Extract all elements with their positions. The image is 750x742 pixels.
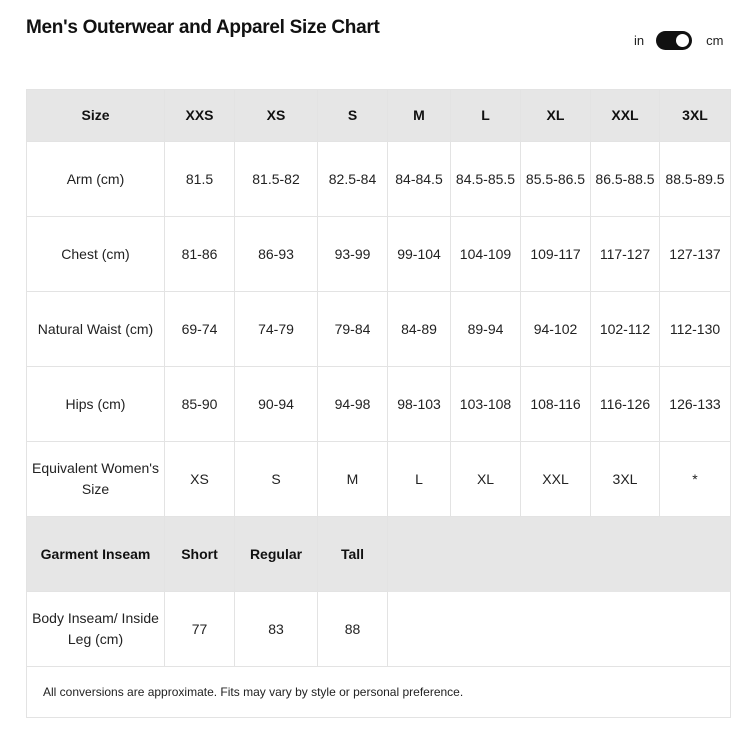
table-cell: 102-112	[591, 292, 660, 367]
table-cell: 77	[165, 592, 235, 667]
size-header-cell: S	[318, 90, 388, 142]
inseam-header-cell: Regular	[235, 517, 318, 592]
table-row-chest	[27, 217, 731, 292]
table-cell: 127-137	[660, 217, 731, 292]
inseam-header-cell: Tall	[318, 517, 388, 592]
row-label: Body Inseam/ Inside Leg (cm)	[27, 592, 165, 667]
table-row-womens-size	[27, 442, 731, 517]
table-cell: 116-126	[591, 367, 660, 442]
table-cell: 86-93	[235, 217, 318, 292]
note-row	[27, 667, 731, 718]
table-row-arm	[27, 142, 731, 217]
table-cell: 93-99	[318, 217, 388, 292]
table-cell: 88.5-89.5	[660, 142, 731, 217]
table-cell: 126-133	[660, 367, 731, 442]
table-cell: 85.5-86.5	[521, 142, 591, 217]
table-cell: 94-102	[521, 292, 591, 367]
row-label: Equivalent Women's Size	[27, 442, 165, 517]
table-row-waist	[27, 292, 731, 367]
table-cell: 84.5-85.5	[451, 142, 521, 217]
conversion-note: All conversions are approximate. Fits may vary by style or personal preference.	[27, 667, 731, 718]
page-title: Men's Outerwear and Apparel Size Chart	[26, 17, 380, 38]
table-cell: 117-127	[591, 217, 660, 292]
table-cell: 84-89	[388, 292, 451, 367]
table-cell: M	[318, 442, 388, 517]
table-cell: 86.5-88.5	[591, 142, 660, 217]
row-label: Natural Waist (cm)	[27, 292, 165, 367]
unit-in-label[interactable]: in	[634, 33, 645, 48]
size-header-cell: XXL	[591, 90, 660, 142]
table-cell: 74-79	[235, 292, 318, 367]
size-header-cell: M	[388, 90, 451, 142]
size-header-row	[27, 90, 731, 142]
table-cell: XL	[451, 442, 521, 517]
table-cell: 94-98	[318, 367, 388, 442]
table-cell: 85-90	[165, 367, 235, 442]
inseam-header-cell: Short	[165, 517, 235, 592]
table-cell: 3XL	[591, 442, 660, 517]
table-cell: 108-116	[521, 367, 591, 442]
table-cell: 112-130	[660, 292, 731, 367]
unit-switch[interactable]	[656, 31, 692, 50]
table-cell: S	[235, 442, 318, 517]
row-label: Hips (cm)	[27, 367, 165, 442]
table-cell: 84-84.5	[388, 142, 451, 217]
table-cell: 82.5-84	[318, 142, 388, 217]
table-cell: XS	[165, 442, 235, 517]
size-chart-table	[26, 89, 731, 718]
size-header-cell: 3XL	[660, 90, 731, 142]
row-label: Chest (cm)	[27, 217, 165, 292]
table-cell: XXL	[521, 442, 591, 517]
table-cell: 89-94	[451, 292, 521, 367]
table-cell: 81.5-82	[235, 142, 318, 217]
table-cell: *	[660, 442, 731, 517]
table-cell: 79-84	[318, 292, 388, 367]
row-label: Arm (cm)	[27, 142, 165, 217]
table-cell: 103-108	[451, 367, 521, 442]
unit-switch-knob	[676, 34, 689, 47]
size-header-cell: XXS	[165, 90, 235, 142]
size-header-cell: XS	[235, 90, 318, 142]
table-cell: 109-117	[521, 217, 591, 292]
unit-cm-label[interactable]: cm	[706, 33, 724, 48]
size-header-cell: L	[451, 90, 521, 142]
table-cell: 81.5	[165, 142, 235, 217]
table-cell: 83	[235, 592, 318, 667]
inseam-header-row	[27, 517, 731, 592]
table-row-hips	[27, 367, 731, 442]
table-cell: 69-74	[165, 292, 235, 367]
table-cell: L	[388, 442, 451, 517]
table-cell: 90-94	[235, 367, 318, 442]
size-header-cell: XL	[521, 90, 591, 142]
table-cell: 81-86	[165, 217, 235, 292]
table-cell: 98-103	[388, 367, 451, 442]
unit-toggle	[634, 31, 723, 50]
size-header-label: Size	[27, 90, 165, 142]
table-cell: 104-109	[451, 217, 521, 292]
table-cell: 99-104	[388, 217, 451, 292]
inseam-row	[27, 592, 731, 667]
table-cell: 88	[318, 592, 388, 667]
inseam-header-label: Garment Inseam	[27, 517, 165, 592]
